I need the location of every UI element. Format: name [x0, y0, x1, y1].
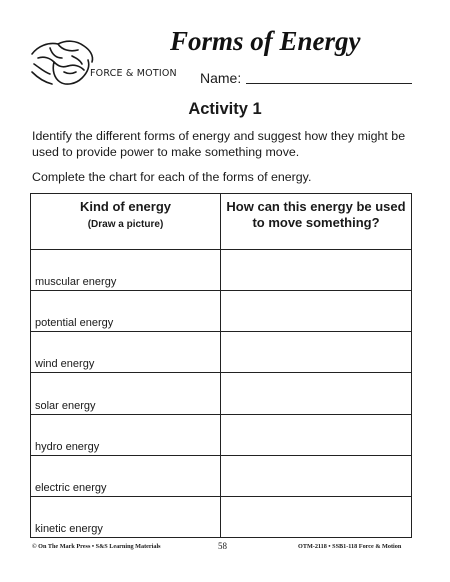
answer-cell[interactable]	[221, 250, 412, 291]
energy-form-label: wind energy	[35, 358, 95, 371]
energy-form-label: potential energy	[35, 317, 114, 330]
footer-publisher: © On The Mark Press • S&S Learning Materials	[32, 543, 161, 550]
answer-cell[interactable]	[221, 373, 412, 414]
instruction-text: Complete the chart for each of the forms of energy.	[32, 170, 312, 184]
energy-form-label: kinetic energy	[35, 523, 103, 535]
table-row	[31, 291, 412, 332]
energy-form-label: hydro energy	[35, 440, 100, 453]
name-line[interactable]	[246, 83, 412, 84]
col-kind-subtitle: (Draw a picture)	[87, 219, 164, 230]
answer-cell[interactable]	[221, 332, 412, 373]
table-row	[31, 332, 412, 373]
table-row	[31, 414, 412, 455]
instructions	[32, 128, 422, 194]
answer-cell[interactable]	[221, 455, 412, 496]
series-label: FORCE & MOTION	[90, 68, 177, 79]
page-title: Forms of Energy	[170, 26, 361, 56]
drawing-cell[interactable]	[31, 250, 221, 291]
col-kind-header	[31, 194, 221, 250]
answer-cell[interactable]	[221, 414, 412, 455]
name-label: Name:	[200, 70, 242, 86]
table-row	[31, 455, 412, 496]
answer-cell[interactable]	[221, 496, 412, 537]
drawing-cell[interactable]	[31, 455, 221, 496]
footer-product-code: OTM-2118 • SSB1-118 Force & Motion	[298, 543, 402, 550]
clasped-hands-icon	[28, 28, 98, 90]
energy-form-label: solar energy	[35, 399, 96, 412]
energy-chart	[30, 193, 412, 538]
drawing-cell[interactable]	[31, 373, 221, 414]
activity-heading: Activity 1	[188, 100, 262, 118]
drawing-cell[interactable]	[31, 496, 221, 537]
page-number: 58	[218, 541, 227, 551]
table-row	[31, 250, 412, 291]
table-row	[31, 373, 412, 414]
instruction-text: Identify the different forms of energy and suggest how they might be used to provide power to make something move.	[32, 129, 406, 159]
drawing-cell[interactable]	[31, 291, 221, 332]
col-use-title: How can this energy be used to move something?	[226, 199, 406, 230]
energy-form-label: muscular energy	[35, 276, 117, 289]
table-row	[31, 496, 412, 537]
answer-cell[interactable]	[221, 291, 412, 332]
drawing-cell[interactable]	[31, 332, 221, 373]
energy-form-label: electric energy	[35, 481, 107, 494]
drawing-cell[interactable]	[31, 414, 221, 455]
col-kind-title: Kind of energy	[79, 199, 171, 214]
col-use-header	[221, 194, 412, 250]
